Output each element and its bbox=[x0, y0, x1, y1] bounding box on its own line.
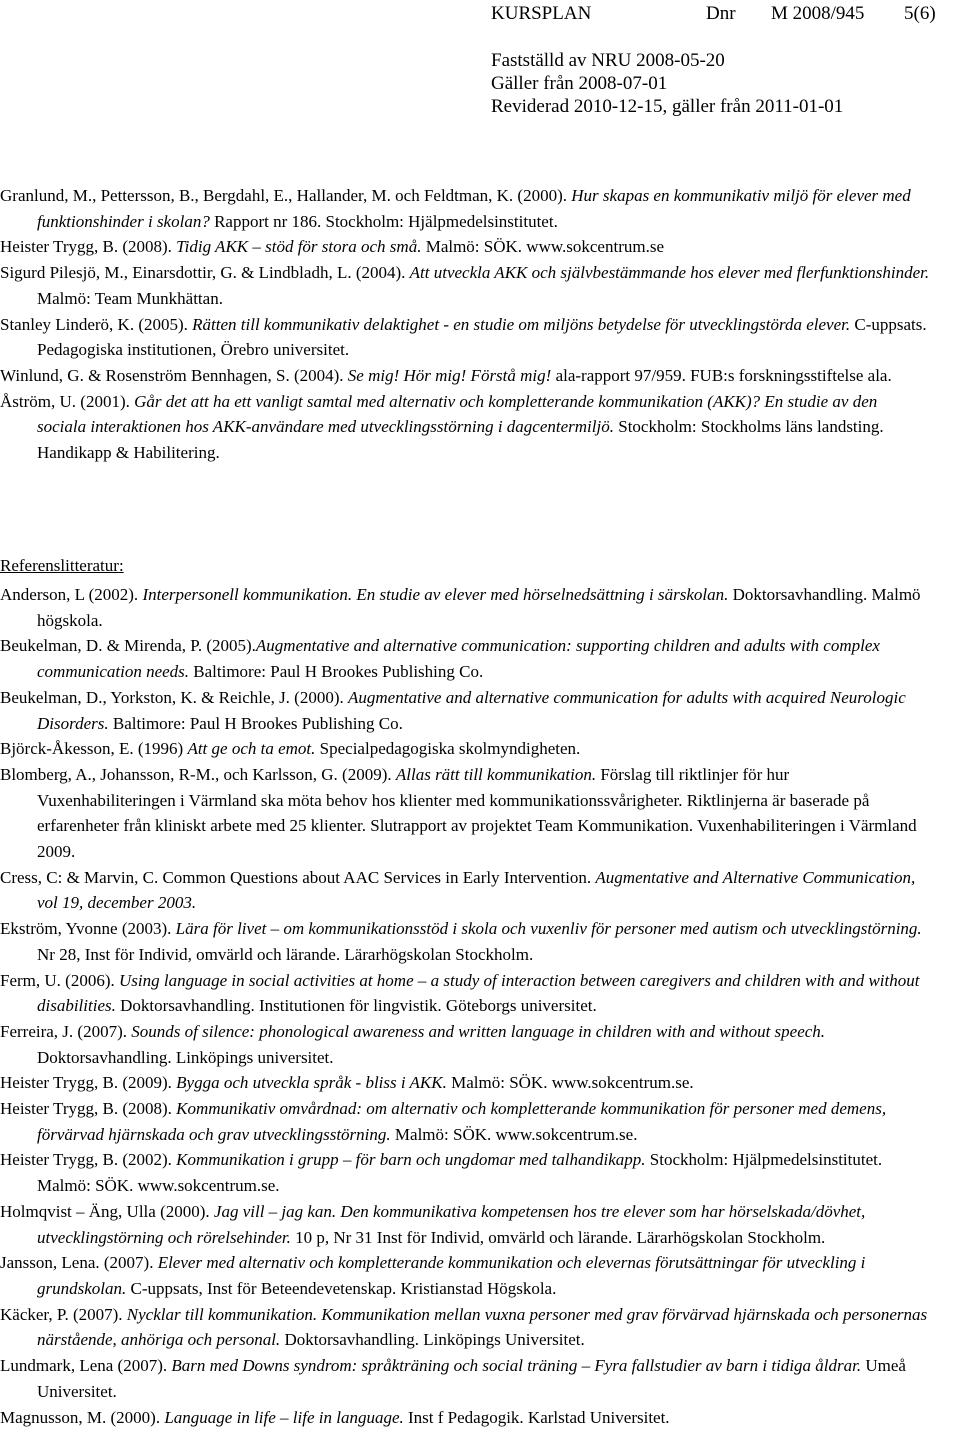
reference-title: Interpersonell kommunikation. En studie av elever med hörselnedsättning i särskolan. bbox=[142, 585, 728, 604]
reference-publisher: C-uppsats. Pedagogiska institutionen, Örebro universitet. bbox=[37, 315, 927, 360]
reference-title: Language in life – life in language. bbox=[164, 1408, 403, 1427]
reference-publisher: Doktorsavhandling. Linköpings universitet. bbox=[37, 1048, 334, 1067]
reference-entry bbox=[0, 633, 930, 684]
reference-list-top bbox=[0, 183, 930, 466]
reference-authors: Beukelman, D., Yorkston, K. & Reichle, J. (2000). bbox=[0, 688, 348, 707]
reference-authors: Blomberg, A., Johansson, R-M., och Karlsson, G. (2009). bbox=[0, 765, 396, 784]
reference-publisher: Inst f Pedagogik. Karlstad Universitet. bbox=[404, 1408, 670, 1427]
reference-authors: Stanley Linderö, K. (2005). bbox=[0, 315, 192, 334]
reference-authors: Åström, U. (2001). bbox=[0, 392, 134, 411]
reference-publisher: Baltimore: Paul H Brookes Publishing Co. bbox=[109, 714, 403, 733]
page-header bbox=[0, 0, 960, 130]
reference-entry bbox=[0, 865, 930, 916]
reference-entry bbox=[0, 1353, 930, 1404]
reference-entry bbox=[0, 1147, 930, 1198]
reference-title: Rätten till kommunikativ delaktighet - en studie om miljöns betydelse för utvecklingstörda elever. bbox=[192, 315, 850, 334]
valid-from-date: Gäller från 2008-07-01 bbox=[491, 73, 667, 95]
reference-entry bbox=[0, 1405, 930, 1430]
dnr-label: Dnr bbox=[706, 3, 736, 25]
reference-title: Sounds of silence: phonological awareness and written language in children with and without speech. bbox=[131, 1022, 825, 1041]
reference-title: Bygga och utveckla språk - bliss i AKK. bbox=[176, 1073, 447, 1092]
reference-title: Jag vill – jag kan. Den kommunikativa kompetensen hos tre elever som har hörselskada/dövhet, utvecklingstörning och rörelsehinder. bbox=[37, 1202, 865, 1247]
reference-authors: Ferm, U. (2006). bbox=[0, 971, 119, 990]
reference-title: Elever med alternativ och kompletterande kommunikation och elevernas förutsättningar för utveckling i grundskolan. bbox=[37, 1253, 865, 1298]
reference-entry bbox=[0, 762, 930, 865]
revised-date: Reviderad 2010-12-15, gäller från 2011-01-01 bbox=[491, 96, 843, 118]
reference-title: Tidig AKK – stöd för stora och små. bbox=[176, 237, 421, 256]
reference-publisher: 10 p, Nr 31 Inst för Individ, omvärld och lärande. Lärarhögskolan Stockholm. bbox=[291, 1228, 825, 1247]
reference-authors: Jansson, Lena. (2007). bbox=[0, 1253, 158, 1272]
reference-authors: Granlund, M., Pettersson, B., Bergdahl, E., Hallander, M. och Feldtman, K. (2000). bbox=[0, 186, 571, 205]
reference-title: Se mig! Hör mig! Förstå mig! bbox=[348, 366, 552, 385]
reference-publisher: Malmö: SÖK. www.sokcentrum.se bbox=[421, 237, 664, 256]
reference-publisher: Stockholm: Hjälpmedelsinstitutet. Malmö: SÖK. www.sokcentrum.se. bbox=[37, 1150, 882, 1195]
reference-title: Kommunikation i grupp – för barn och ungdomar med talhandikapp. bbox=[176, 1150, 645, 1169]
reference-authors: Beukelman, D. & Mirenda, P. (2005). bbox=[0, 636, 256, 655]
reference-authors: Ferreira, J. (2007). bbox=[0, 1022, 131, 1041]
reference-authors: Holmqvist – Äng, Ulla (2000). bbox=[0, 1202, 214, 1221]
reference-title: Nycklar till kommunikation. Kommunikation mellan vuxna personer med grav förvärvad hjärnskada och personernas närstående, anhöriga och personal. bbox=[37, 1305, 927, 1350]
reference-entry bbox=[0, 312, 930, 363]
reference-authors: Heister Trygg, B. (2002). bbox=[0, 1150, 176, 1169]
reference-publisher: Rapport nr 186. Stockholm: Hjälpmedelsinstitutet. bbox=[210, 212, 558, 231]
reference-entry bbox=[0, 1070, 930, 1096]
reference-entry bbox=[0, 363, 930, 389]
reference-title: Kommunikativ omvårdnad: om alternativ och kompletterande kommunikation för personer med demens, förvärvad hjärnskada och grav utvecklingsstörning. bbox=[37, 1099, 886, 1144]
reference-authors: Heister Trygg, B. (2008). bbox=[0, 1099, 176, 1118]
reference-publisher: C-uppsats, Inst för Beteendevetenskap. Kristianstad Högskola. bbox=[126, 1279, 556, 1298]
reference-publisher: Malmö: SÖK. www.sokcentrum.se. bbox=[447, 1073, 694, 1092]
reference-entry bbox=[0, 1096, 930, 1147]
reference-publisher: Nr 28, Inst för Individ, omvärld och lärande. Lärarhögskolan Stockholm. bbox=[37, 945, 533, 964]
reference-authors: Cress, C: & Marvin, C. Common Questions about AAC Services in Early Intervention. bbox=[0, 868, 595, 887]
reference-entry bbox=[0, 736, 930, 762]
reference-publisher: Baltimore: Paul H Brookes Publishing Co. bbox=[189, 662, 483, 681]
reference-entry bbox=[0, 968, 930, 1019]
reference-list bbox=[0, 582, 930, 1430]
reference-entry bbox=[0, 1019, 930, 1070]
reference-authors: Anderson, L (2002). bbox=[0, 585, 142, 604]
reference-entry bbox=[0, 1302, 930, 1353]
reference-title: Lära för livet – om kommunikationsstöd i skola och vuxenliv för personer med autism och utvecklingstörning. bbox=[176, 919, 922, 938]
reference-publisher: Specialpedagogiska skolmyndigheten. bbox=[315, 739, 580, 758]
reference-entry bbox=[0, 234, 930, 260]
reference-entry bbox=[0, 685, 930, 736]
reference-title: Augmentative and Alternative Communication, vol 19, december 2003. bbox=[37, 868, 915, 913]
reference-authors: Sigurd Pilesjö, M., Einarsdottir, G. & Lindbladh, L. (2004). bbox=[0, 263, 410, 282]
reference-title: Augmentative and alternative communication for adults with acquired Neurologic Disorders. bbox=[37, 688, 906, 733]
reference-publisher: ala-rapport 97/959. FUB:s forskningsstiftelse ala. bbox=[551, 366, 891, 385]
reference-entry bbox=[0, 183, 930, 234]
reference-entry bbox=[0, 1199, 930, 1250]
page-number: 5(6) bbox=[904, 3, 936, 25]
reference-entry bbox=[0, 1250, 930, 1301]
reference-authors: Lundmark, Lena (2007). bbox=[0, 1356, 171, 1375]
section-title: Referenslitteratur: bbox=[0, 553, 124, 578]
reference-entry bbox=[0, 916, 930, 967]
reference-entry bbox=[0, 389, 930, 466]
reference-publisher: Umeå Universitet. bbox=[37, 1356, 906, 1401]
reference-authors: Käcker, P. (2007). bbox=[0, 1305, 127, 1324]
reference-title: Barn med Downs syndrom: språkträning och social träning – Fyra fallstudier av barn i tidiga åldrar. bbox=[171, 1356, 861, 1375]
reference-title: Hur skapas en kommunikativ miljö för elever med funktionshinder i skolan? bbox=[37, 186, 911, 231]
established-date: Fastställd av NRU 2008-05-20 bbox=[491, 50, 725, 72]
reference-publisher: Stockholm: Stockholms läns landsting. Handikapp & Habilitering. bbox=[37, 417, 884, 462]
reference-title: Using language in social activities at home – a study of interaction between caregivers and children with and without disabilities. bbox=[37, 971, 919, 1016]
reference-entry bbox=[0, 260, 930, 311]
reference-publisher: Doktorsavhandling. Malmö högskola. bbox=[37, 585, 921, 630]
reference-entry bbox=[0, 582, 930, 633]
reference-title: Allas rätt till kommunikation. bbox=[396, 765, 596, 784]
reference-authors: Winlund, G. & Rosenström Bennhagen, S. (2004). bbox=[0, 366, 348, 385]
dnr-value: M 2008/945 bbox=[771, 3, 864, 25]
reference-title: Augmentative and alternative communication: supporting children and adults with complex communication needs. bbox=[37, 636, 880, 681]
reference-publisher: Doktorsavhandling. Linköpings Universitet. bbox=[280, 1330, 585, 1349]
reference-authors: Heister Trygg, B. (2008). bbox=[0, 237, 176, 256]
reference-authors: Ekström, Yvonne (2003). bbox=[0, 919, 176, 938]
reference-authors: Björck-Åkesson, E. (1996) bbox=[0, 739, 187, 758]
course-plan-title: KURSPLAN bbox=[491, 3, 591, 25]
reference-publisher: Malmö: Team Munkhättan. bbox=[37, 289, 223, 308]
reference-authors: Magnusson, M. (2000). bbox=[0, 1408, 164, 1427]
reference-publisher: Malmö: SÖK. www.sokcentrum.se. bbox=[391, 1125, 638, 1144]
reference-title: Går det att ha ett vanligt samtal med alternativ och kompletterande kommunikation (AKK)? En studie av den sociala interaktionen hos AKK-användare med utvecklingsstörning i dagcentermiljö. bbox=[37, 392, 877, 437]
reference-publisher: Doktorsavhandling. Institutionen för lingvistik. Göteborgs universitet. bbox=[116, 996, 597, 1015]
reference-authors: Heister Trygg, B. (2009). bbox=[0, 1073, 176, 1092]
reference-publisher: Förslag till riktlinjer för hur Vuxenhabiliteringen i Värmland ska möta behov hos klienter med kommunikationssvårigheter. Riktlinjerna är baserade på erfarenheter från kliniskt arbete med 25 klienter. Slutrapport av projektet Team Kommunikation. Vuxenhabiliteringen i Värmland 2009. bbox=[37, 765, 917, 861]
reference-title: Att utveckla AKK och självbestämmande hos elever med flerfunktionshinder. bbox=[410, 263, 930, 282]
reference-title: Att ge och ta emot. bbox=[187, 739, 315, 758]
